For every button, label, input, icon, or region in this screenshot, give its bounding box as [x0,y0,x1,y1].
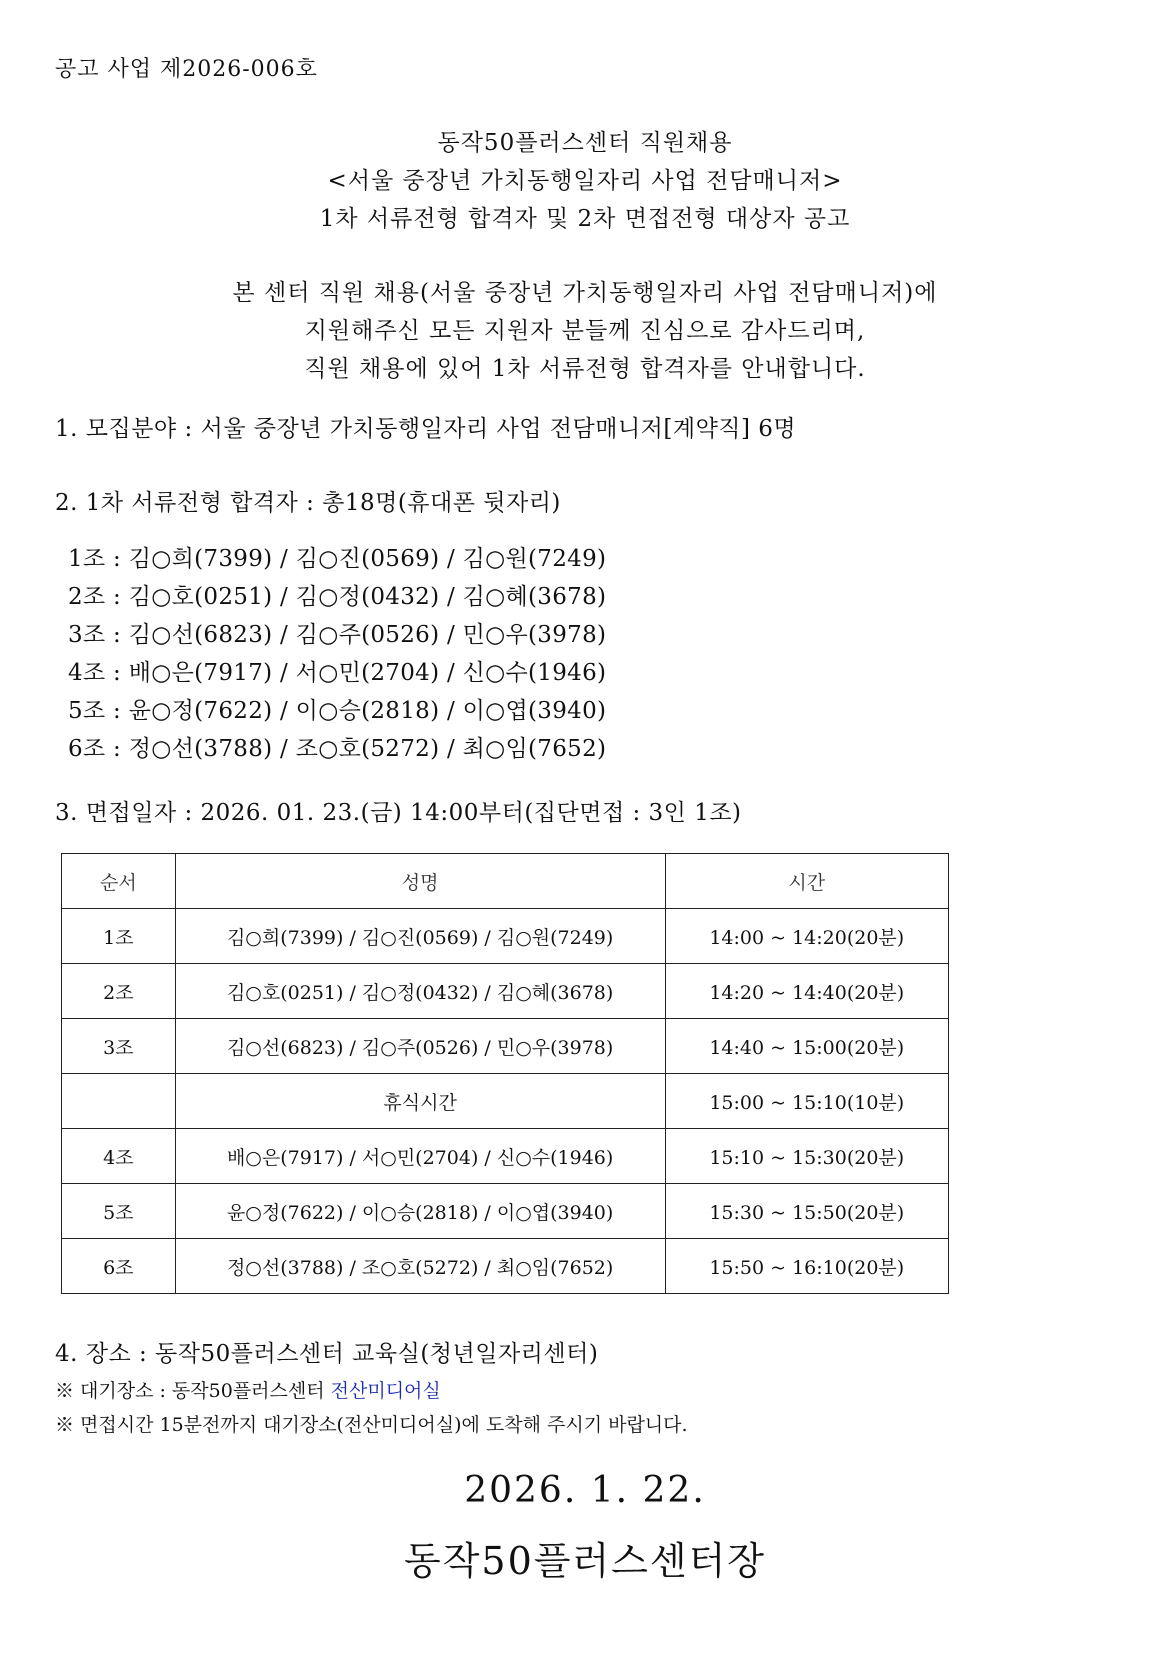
title-block [0,124,1170,238]
cell-order [62,1074,176,1129]
intro-line-1: 본 센터 직원 채용(서울 중장년 가치동행일자리 사업 전담매니저)에 [232,280,938,306]
cell-time: 14:40 ~ 15:00(20분) [665,1019,948,1074]
table-row [62,1019,949,1074]
cell-names: 김○희(7399) / 김○진(0569) / 김○원(7249) [175,909,665,964]
group-list [68,540,606,768]
section-recruit-field: 1. 모집분야 : 서울 중장년 가치동행일자리 사업 전담매니저[계약직] 6명 [55,416,797,442]
header-time: 시간 [665,854,948,909]
note-waiting-prefix: ※ 대기장소 : 동작50플러스센터 [55,1380,325,1402]
title-line-2: <서울 중장년 가치동행일자리 사업 전담매니저> [327,168,843,194]
section-passed-applicants: 2. 1차 서류전형 합격자 : 총18명(휴대폰 뒷자리) [55,490,561,516]
cell-order: 3조 [62,1019,176,1074]
notice-number: 공고 사업 제2026-006호 [55,57,318,82]
note-waiting-highlight: 전산미디어실 [330,1380,441,1402]
cell-order: 2조 [62,964,176,1019]
cell-names: 정○선(3788) / 조○호(5272) / 최○임(7652) [175,1239,665,1294]
note-arrival-time: ※ 면접시간 15분전까지 대기장소(전산미디어실)에 도착해 주시기 바랍니다. [55,1414,688,1436]
table-row [62,1184,949,1239]
table-row [62,909,949,964]
intro-paragraph [0,274,1170,388]
title-line-3: 1차 서류전형 합격자 및 2차 면접전형 대상자 공고 [319,206,851,232]
table-row [62,964,949,1019]
interview-schedule-table [61,853,949,1294]
group-line-4: 4조 : 배○은(7917) / 서○민(2704) / 신○수(1946) [68,660,607,686]
header-name: 성명 [175,854,665,909]
note-waiting-place [55,1376,441,1403]
cell-order: 6조 [62,1239,176,1294]
cell-order: 4조 [62,1129,176,1184]
table-header-row [62,854,949,909]
cell-time: 14:00 ~ 14:20(20분) [665,909,948,964]
table-row [62,1239,949,1294]
intro-line-3: 직원 채용에 있어 1차 서류전형 합격자를 안내합니다. [304,356,866,382]
cell-names: 윤○정(7622) / 이○승(2818) / 이○엽(3940) [175,1184,665,1239]
signer-name: 동작50플러스센터장 [403,1539,767,1583]
cell-time: 15:50 ~ 16:10(20분) [665,1239,948,1294]
cell-order: 1조 [62,909,176,964]
header-order: 순서 [62,854,176,909]
section-interview-date: 3. 면접일자 : 2026. 01. 23.(금) 14:00부터(집단면접 : 3인 1조) [55,800,742,826]
group-line-3: 3조 : 김○선(6823) / 김○주(0526) / 민○우(3978) [68,622,607,648]
group-line-5: 5조 : 윤○정(7622) / 이○승(2818) / 이○엽(3940) [68,698,607,724]
table-row [62,1129,949,1184]
section-location: 4. 장소 : 동작50플러스센터 교육실(청년일자리센터) [55,1341,599,1367]
intro-line-2: 지원해주신 모든 지원자 분들께 진심으로 감사드리며, [304,318,866,344]
cell-names: 김○호(0251) / 김○정(0432) / 김○혜(3678) [175,964,665,1019]
cell-names: 김○선(6823) / 김○주(0526) / 민○우(3978) [175,1019,665,1074]
group-line-6: 6조 : 정○선(3788) / 조○호(5272) / 최○임(7652) [68,736,607,762]
group-line-1: 1조 : 김○희(7399) / 김○진(0569) / 김○원(7249) [68,546,607,572]
cell-time: 15:30 ~ 15:50(20분) [665,1184,948,1239]
notice-date: 2026. 1. 22. [464,1470,706,1511]
cell-time: 14:20 ~ 14:40(20분) [665,964,948,1019]
cell-time: 15:10 ~ 15:30(20분) [665,1129,948,1184]
title-line-1: 동작50플러스센터 직원채용 [437,130,733,156]
cell-order: 5조 [62,1184,176,1239]
group-line-2: 2조 : 김○호(0251) / 김○정(0432) / 김○혜(3678) [68,584,607,610]
cell-names: 배○은(7917) / 서○민(2704) / 신○수(1946) [175,1129,665,1184]
cell-time: 15:00 ~ 15:10(10분) [665,1074,948,1129]
table-row-break [62,1074,949,1129]
cell-names: 휴식시간 [175,1074,665,1129]
